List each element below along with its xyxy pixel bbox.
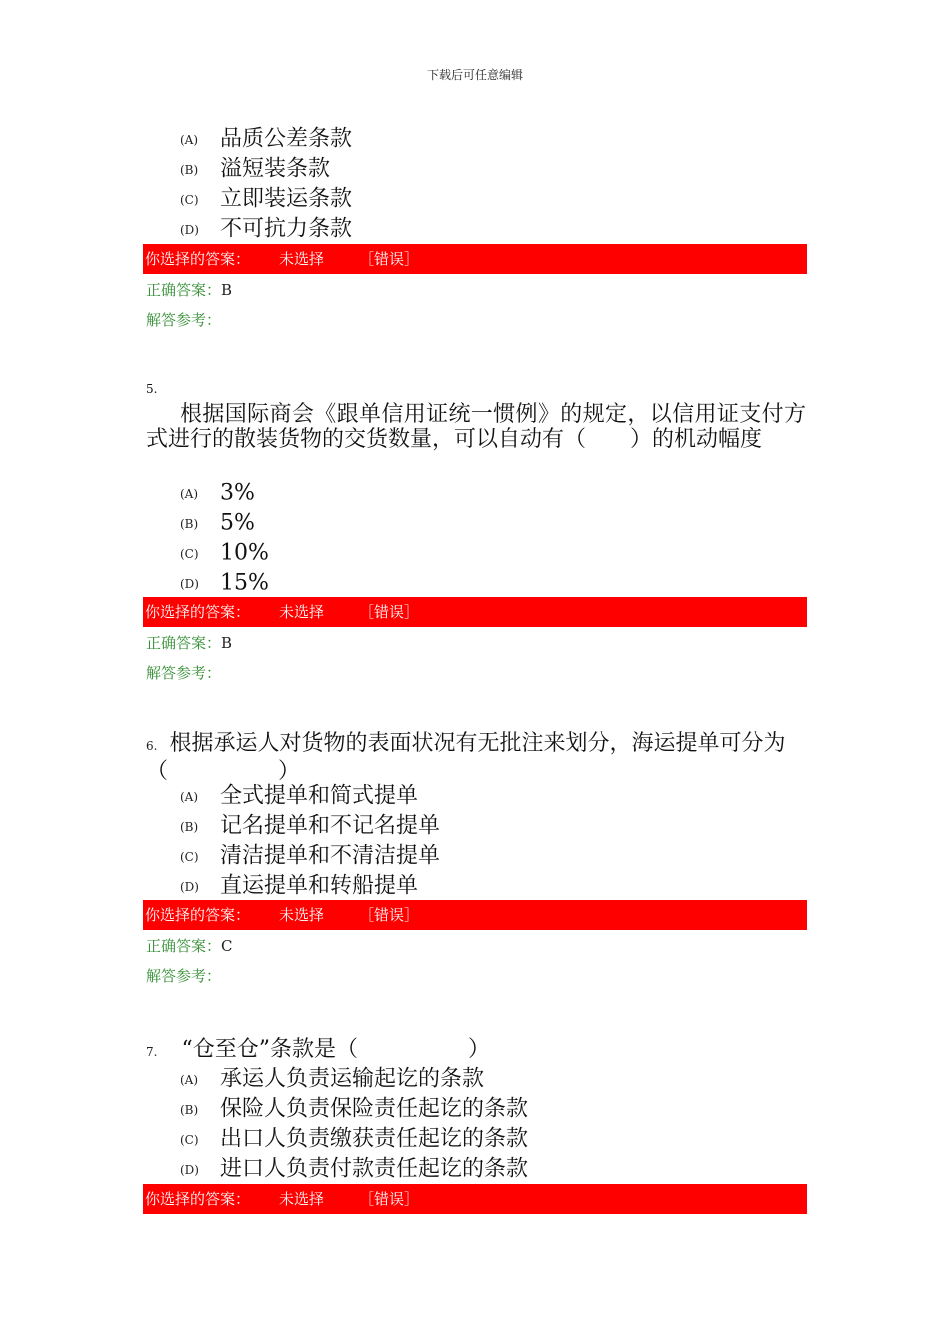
q7-question xyxy=(146,1037,806,1065)
q5-text: 根据国际商会《跟单信用证统一惯例》的规定，以信用证支付方式进行的散装货物的交货数量，可以自动有（ ）的机动幅度 xyxy=(146,402,806,452)
option-letter: (C) xyxy=(180,849,199,864)
correct-answer-value: B xyxy=(221,634,233,652)
option-text: 直运提单和转船提单 xyxy=(220,873,419,899)
wrong-label: ［错误］ xyxy=(359,1190,420,1208)
not-selected-label: 未选择 xyxy=(279,603,325,621)
option-letter: (C) xyxy=(180,192,199,207)
option-text: 3% xyxy=(220,480,255,506)
q5-option-a[interactable] xyxy=(180,478,255,508)
option-letter: (B) xyxy=(180,819,199,834)
q6-question xyxy=(146,731,806,784)
option-text: 不可抗力条款 xyxy=(220,216,353,242)
option-text: 全式提单和简式提单 xyxy=(220,783,419,809)
q4-answer-bar xyxy=(143,244,807,274)
q7-option-c[interactable] xyxy=(180,1124,528,1154)
q4-option-d[interactable] xyxy=(180,214,352,244)
your-answer-label: 你选择的答案： xyxy=(145,1190,251,1208)
not-selected-label: 未选择 xyxy=(279,250,325,268)
correct-answer-value: B xyxy=(221,281,233,299)
your-answer-label: 你选择的答案： xyxy=(145,250,251,268)
q4-explanation: 解答参考： xyxy=(146,311,222,329)
q6-option-d[interactable] xyxy=(180,871,418,901)
option-text: 承运人负责运输起讫的条款 xyxy=(220,1066,485,1092)
option-text: 溢短装条款 xyxy=(220,156,331,182)
q4-option-c[interactable] xyxy=(180,184,352,214)
option-letter: (B) xyxy=(180,516,199,531)
option-text: 品质公差条款 xyxy=(220,126,353,152)
q7-option-a[interactable] xyxy=(180,1064,484,1094)
q7-option-b[interactable] xyxy=(180,1094,528,1124)
option-letter: (A) xyxy=(180,486,199,501)
correct-answer-value: C xyxy=(221,937,233,955)
q6-option-a[interactable] xyxy=(180,781,418,811)
q6-correct-answer xyxy=(146,936,233,956)
option-letter: (B) xyxy=(180,162,199,177)
your-answer-label: 你选择的答案： xyxy=(145,906,251,924)
option-text: 清洁提单和不清洁提单 xyxy=(220,843,441,869)
wrong-label: ［错误］ xyxy=(359,250,420,268)
option-letter: (D) xyxy=(180,879,199,894)
q7-option-d[interactable] xyxy=(180,1154,528,1184)
wrong-label: ［错误］ xyxy=(359,906,420,924)
correct-answer-label: 正确答案： xyxy=(146,281,222,299)
q4-correct-answer xyxy=(146,280,232,300)
not-selected-label: 未选择 xyxy=(279,906,325,924)
option-letter: (A) xyxy=(180,789,199,804)
q5-option-c[interactable] xyxy=(180,538,269,568)
option-text: 5% xyxy=(220,510,255,536)
option-text: 出口人负责缴获责任起讫的条款 xyxy=(220,1126,529,1152)
q7-answer-bar xyxy=(143,1184,807,1214)
q4-option-b[interactable] xyxy=(180,154,330,184)
not-selected-label: 未选择 xyxy=(279,1190,325,1208)
q6-option-b[interactable] xyxy=(180,811,440,841)
q5-answer-bar xyxy=(143,597,807,627)
option-letter: (C) xyxy=(180,1132,199,1147)
option-letter: (C) xyxy=(180,546,199,561)
option-text: 10% xyxy=(220,540,269,566)
option-text: 保险人负责保险责任起讫的条款 xyxy=(220,1096,529,1122)
option-letter: (A) xyxy=(180,1072,199,1087)
q5-correct-answer xyxy=(146,633,232,653)
page-header: 下载后可任意编辑 xyxy=(426,68,523,82)
q6-explanation: 解答参考： xyxy=(146,967,222,985)
option-letter: (D) xyxy=(180,576,199,591)
option-text: 15% xyxy=(220,570,269,596)
q6-text: 根据承运人对货物的表面状况有无批注来划分，海运提单可分为（ ） xyxy=(146,731,786,784)
wrong-label: ［错误］ xyxy=(359,603,420,621)
option-letter: (B) xyxy=(180,1102,199,1117)
q5-option-b[interactable] xyxy=(180,508,255,538)
q5-number: 5. xyxy=(146,382,158,396)
option-text: 记名提单和不记名提单 xyxy=(220,813,441,839)
q6-answer-bar xyxy=(143,900,807,930)
q5-explanation: 解答参考： xyxy=(146,664,222,682)
correct-answer-label: 正确答案： xyxy=(146,937,222,955)
option-letter: (D) xyxy=(180,222,199,237)
q6-number: 6. xyxy=(146,739,158,753)
q4-option-a[interactable] xyxy=(180,124,352,154)
option-letter: (A) xyxy=(180,132,199,147)
correct-answer-label: 正确答案： xyxy=(146,634,222,652)
option-text: 进口人负责付款责任起讫的条款 xyxy=(220,1156,529,1182)
q7-text: “仓至仓”条款是（ ） xyxy=(181,1037,490,1062)
option-text: 立即装运条款 xyxy=(220,186,353,212)
q7-number: 7. xyxy=(146,1045,158,1059)
option-letter: (D) xyxy=(180,1162,199,1177)
your-answer-label: 你选择的答案： xyxy=(145,603,251,621)
q6-option-c[interactable] xyxy=(180,841,440,871)
q5-option-d[interactable] xyxy=(180,568,269,598)
